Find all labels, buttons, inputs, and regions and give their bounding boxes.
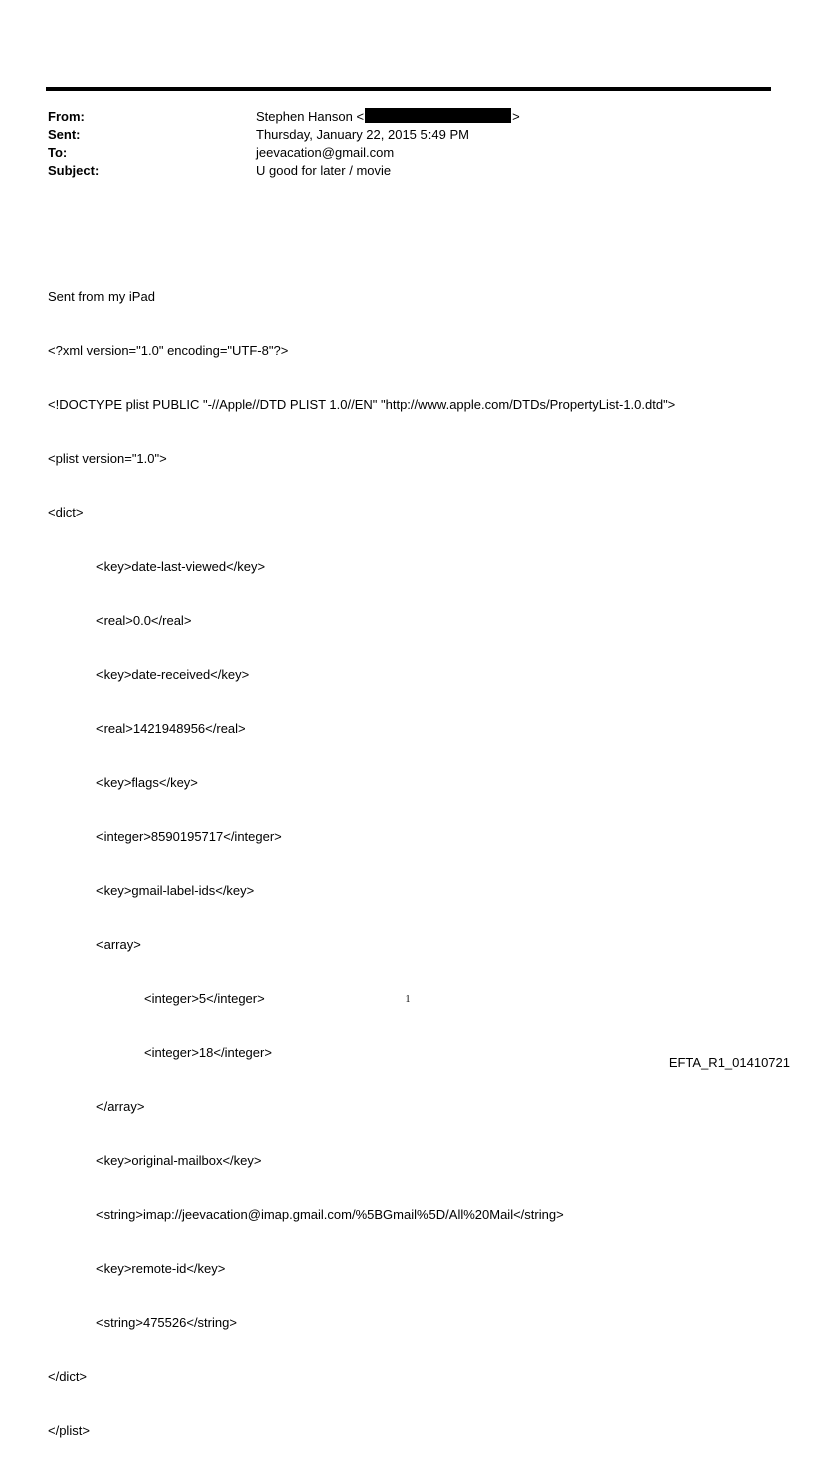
body-line: <real>0.0</real> [96,613,192,628]
email-header [48,108,520,180]
redaction-box [365,108,511,123]
from-row [48,108,520,126]
body-line: <key>remote-id</key> [96,1261,226,1276]
body-line: Sent from my iPad [48,289,155,304]
page-number: 1 [405,994,411,1005]
body-line: <integer>8590195717</integer> [96,829,282,844]
sent-label: Sent: [48,127,81,142]
from-name: Stephen Hanson < [256,109,365,124]
body-line: <key>original-mailbox</key> [96,1153,262,1168]
subject-label: Subject: [48,163,100,178]
body-line: </dict> [48,1369,88,1384]
body-line: <key>date-last-viewed</key> [96,559,266,574]
sent-value: Thursday, January 22, 2015 5:49 PM [256,127,469,142]
body-line: <key>flags</key> [96,775,198,790]
header-rule [46,87,771,91]
body-line: <?xml version="1.0" encoding="UTF-8"?> [48,343,289,358]
document-id: EFTA_R1_01410721 [668,1055,790,1070]
sent-row [48,126,520,144]
from-value [256,108,520,126]
body-line: <key>date-received</key> [96,667,250,682]
to-value: jeevacation@gmail.com [256,145,395,160]
body-line: <!DOCTYPE plist PUBLIC "-//Apple//DTD PLIST 1.0//EN" "http://www.apple.com/DTDs/PropertyList-1.0.dtd"> [48,397,676,412]
subject-row [48,162,520,180]
to-label: To: [48,145,68,160]
body-line: </plist> [48,1423,90,1438]
body-line: <real>1421948956</real> [96,721,246,736]
body-line: <string>475526</string> [96,1315,237,1330]
body-line: <integer>5</integer> [144,991,265,1006]
body-line: <string>imap://jeevacation@imap.gmail.com/%5BGmail%5D/All%20Mail</string> [96,1207,564,1222]
body-line: <key>gmail-label-ids</key> [96,883,255,898]
body-line: <integer>18</integer> [144,1045,272,1060]
body-line: <plist version="1.0"> [48,451,167,466]
to-row [48,144,520,162]
from-label: From: [48,109,85,124]
body-line: <array> [96,937,141,952]
body-line: </array> [96,1099,145,1114]
from-suffix: > [512,109,520,124]
body-line: <dict> [48,505,84,520]
email-body [48,252,675,1458]
subject-value: U good for later / movie [256,163,392,178]
